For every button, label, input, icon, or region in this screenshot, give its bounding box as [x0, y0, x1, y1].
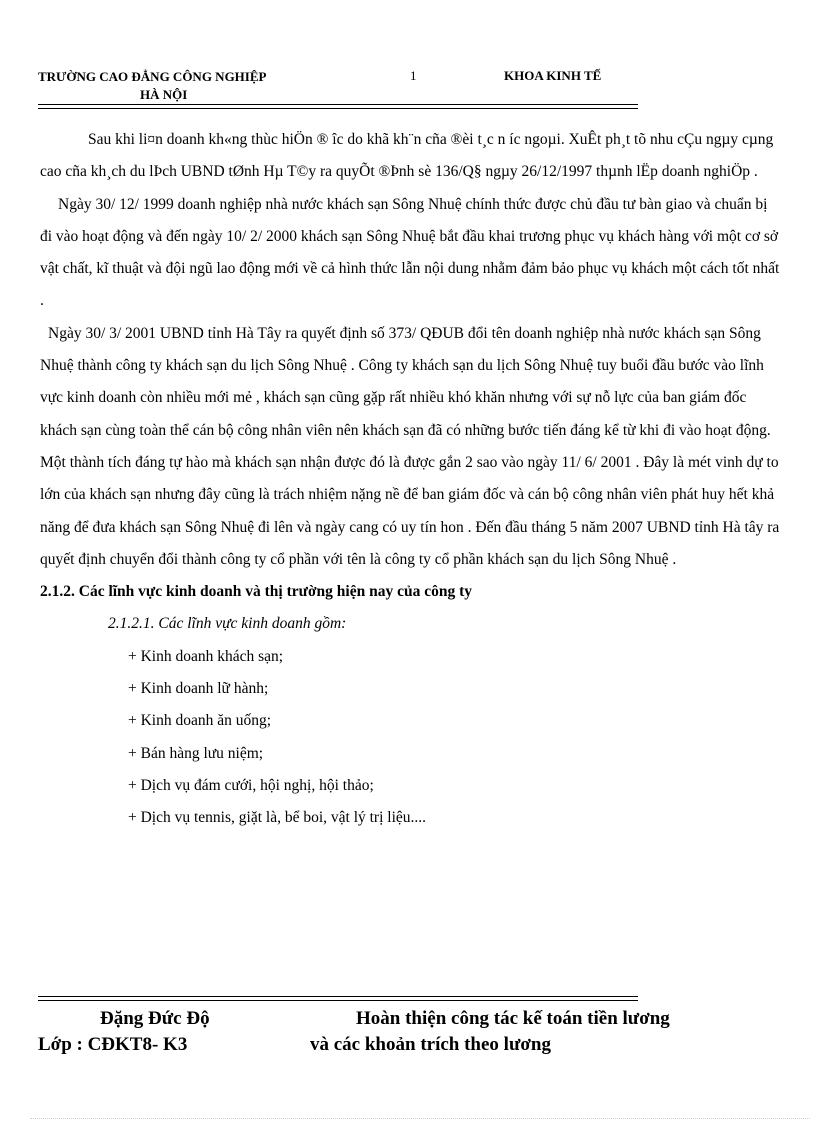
footer-title-line1: Hoàn thiện công tác kế toán tiền lương [356, 1008, 670, 1029]
list-item: + Bán hàng lưu niệm; [128, 744, 264, 762]
subsection-heading: 2.1.2.1. Các lĩnh vực kinh doanh gồm: [108, 615, 347, 633]
header-school-line2: HÀ NỘI [140, 87, 188, 102]
list-item: + Dịch vụ đám cưới, hội nghị, hội thảo; [128, 776, 374, 794]
list-item: + Kinh doanh khách sạn; [128, 647, 284, 665]
page-number: 1 [410, 68, 417, 83]
document-body [40, 124, 780, 835]
list-item: + Kinh doanh lữ hành; [128, 680, 269, 698]
header-faculty: KHOA KINH TẾ [504, 68, 602, 83]
paragraph-1: Sau khi li¤n doanh kh«ng thùc hiÖn ® îc do khã kh¨n cña ®èi t¸c n íc ngoµi. XuÊt ph¸t tõ nhu cÇu ngµy cµng cao cña kh¸ch du lÞch UBND tØnh Hµ T©y ra quyÕt ®Þnh sè 136/Q§ ngµy 26/12/1997 thµnh lËp doanh nghiÖp . [40, 131, 774, 181]
footer-title-line2: và các khoản trích theo lương [310, 1034, 551, 1055]
header-school [38, 68, 318, 104]
footer-class: Lớp : CĐKT8- K3 [38, 1034, 188, 1055]
header-school-line1: TRƯỜNG CAO ĐẲNG CÔNG NGHIỆP [38, 69, 267, 84]
list-item: + Kinh doanh ăn uống; [128, 712, 272, 730]
header-divider [38, 104, 638, 109]
section-heading: 2.1.2. Các lĩnh vực kinh doanh và thị trường hiện nay của công ty [40, 583, 472, 601]
page-bottom-dotted-line [30, 1118, 810, 1119]
paragraph-2: Ngày 30/ 12/ 1999 doanh nghiệp nhà nước khách sạn Sông Nhuệ chính thức được chủ đầu tư bàn giao và chuẩn bị đi vào hoạt động và đến ngày 10/ 2/ 2000 khách sạn Sông Nhuệ bắt đầu khai trương phục vụ khách hàng với một cơ sở vật chất, kĩ thuật và đội ngũ lao động mới về cả hình thức lẫn nội dung nhằm đảm bảo phục vụ khách một cách tốt nhất . [40, 195, 780, 310]
paragraph-3: Ngày 30/ 3/ 2001 UBND tỉnh Hà Tây ra quyết định số 373/ QĐUB đổi tên doanh nghiệp nhà nước khách sạn Sông Nhuệ thành công ty khách sạn du lịch Sông Nhuệ . Công ty khách sạn du lịch Sông Nhuệ tuy buổi đầu bước vào lĩnh vực kinh doanh còn nhiều mới mẻ , khách sạn cũng gặp rất nhiều khó khăn nhưng với sự nỗ lực của ban giám đốc khách sạn cùng toàn thể cán bộ công nhân viên nên khách sạn đã có những bước tiến đáng kể từ khi đi vào hoạt động. Một thành tích đáng tự hào mà khách sạn nhận được đó là được gắn 2 sao vào ngày 11/ 6/ 2001 . Đây là mét vinh dự to lớn của khách sạn nhưng đây cũng là trách nhiệm nặng nề để ban giám đốc và cán bộ công nhân viên phát huy hết khả năng để đưa khách sạn Sông Nhuệ đi lên và ngày cang có uy tín hon . Đến đầu tháng 5 năm 2007 UBND tỉnh Hà tây ra quyết định chuyển đổi thành công ty cổ phần với tên là công ty cổ phần khách sạn du lịch Sông Nhuệ . [40, 324, 780, 568]
footer-author: Đặng Đức Độ [100, 1008, 210, 1029]
list-item: + Dịch vụ tennis, giặt là, bể boi, vật lý trị liệu.... [128, 809, 427, 827]
footer-divider [38, 996, 638, 1001]
